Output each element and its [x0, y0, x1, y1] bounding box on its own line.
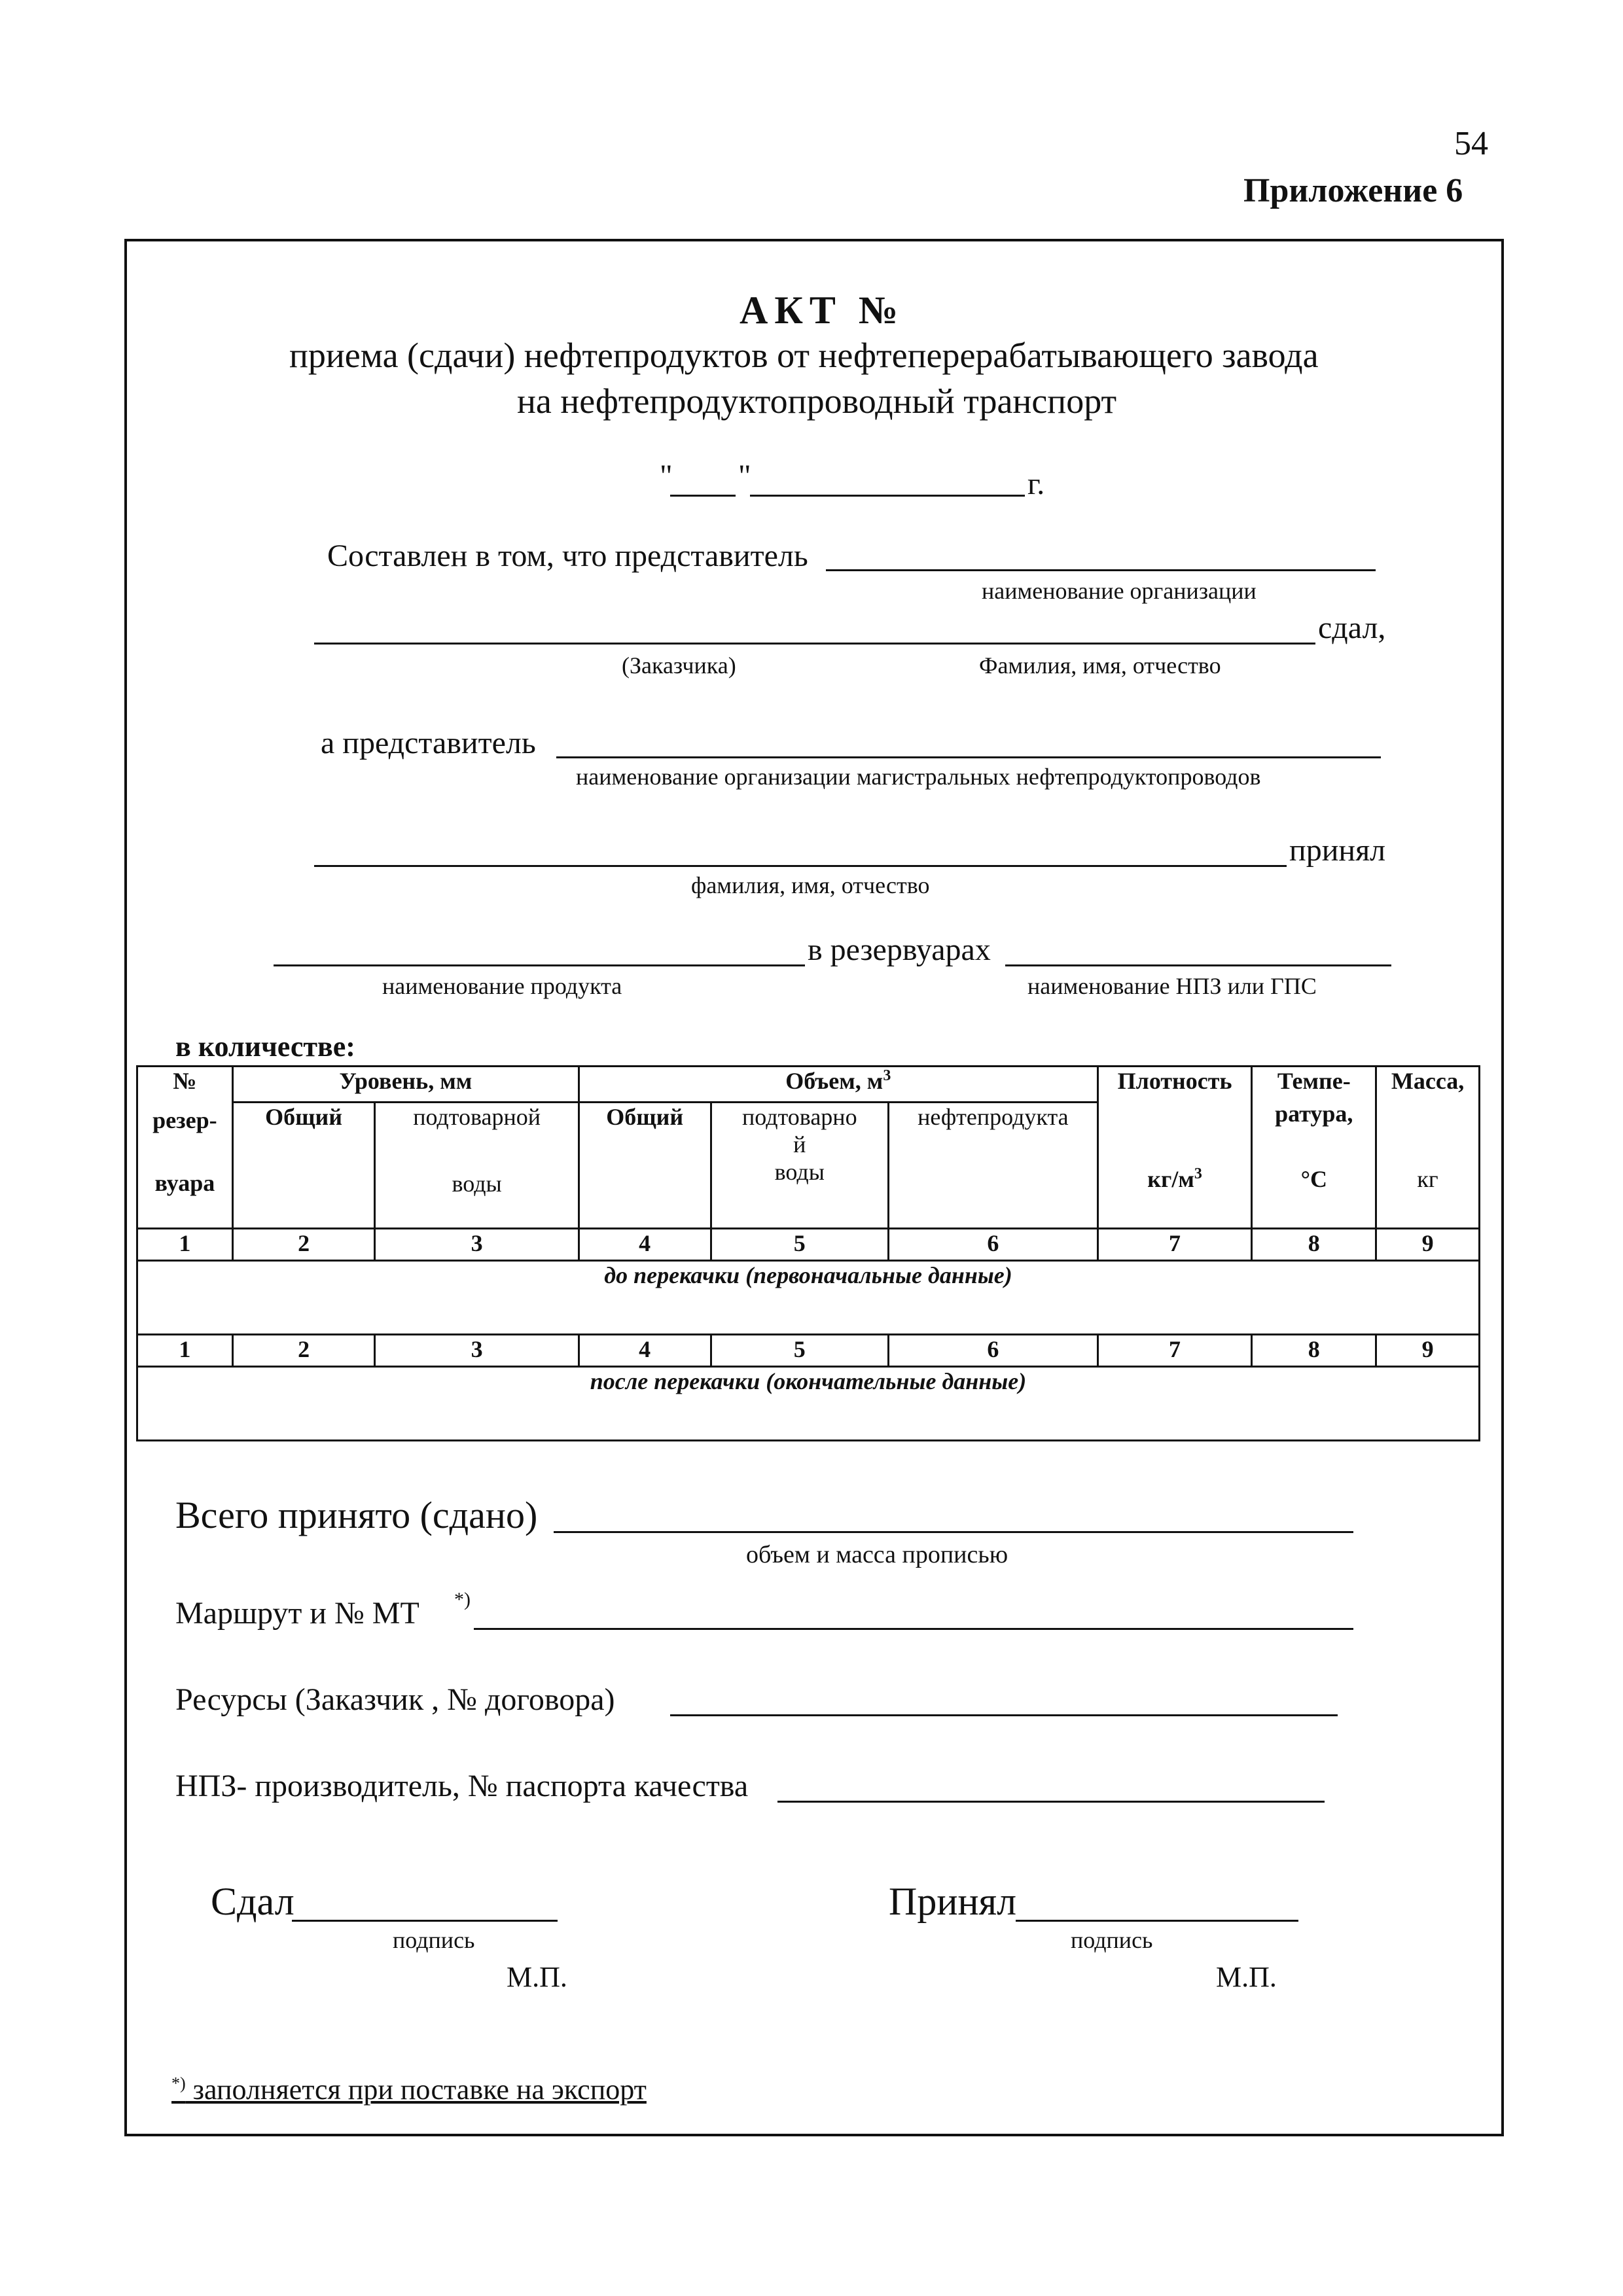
column-number-row-2	[137, 1335, 1480, 1367]
volume-header: Объем, $м^3$	[579, 1067, 1097, 1103]
col-tank-no-subheader: резер- вуара	[137, 1103, 233, 1229]
footnote-text: заполняется при поставке на экспорт	[185, 2074, 647, 2106]
date-month-field[interactable]	[750, 495, 1025, 497]
customer-caption: (Заказчика)	[622, 652, 736, 679]
received-stamp-label: М.П.	[1216, 1961, 1277, 1993]
total-label: Всего принято (сдано)	[175, 1494, 538, 1536]
handed-label: сдал,	[1318, 610, 1386, 645]
col-num-4: 4	[579, 1229, 711, 1261]
refinery-caption: наименование НПЗ или ГПС	[1027, 973, 1317, 999]
gave-signature-caption: подпись	[393, 1927, 475, 1953]
col-num-6: 6	[889, 1335, 1098, 1367]
representative2-label: а представитель	[321, 726, 536, 760]
fio2-caption: фамилия, имя, отчество	[691, 872, 930, 898]
col-num-2: 2	[232, 1229, 375, 1261]
representative-org-field[interactable]	[826, 569, 1376, 571]
gave-label: Сдал	[211, 1880, 294, 1923]
date-quote-open: "	[660, 459, 673, 493]
after-pumping-section: после перекачки (окончательные данные)	[137, 1367, 1480, 1441]
level-water-header: подтоварной воды	[375, 1103, 579, 1229]
resources-field[interactable]	[670, 1714, 1338, 1716]
col-num-4: 4	[579, 1335, 711, 1367]
resources-label: Ресурсы (Заказчик , № договора)	[175, 1682, 615, 1717]
volume-water-header: подтоварно й воды	[711, 1103, 889, 1229]
level-header: Уровень, мм	[232, 1067, 579, 1103]
act-subtitle-line2: на нефтепродуктопроводный транспорт	[517, 381, 1117, 421]
col-num-9: 9	[1376, 1335, 1480, 1367]
received-signature-caption: подпись	[1071, 1927, 1153, 1953]
composed-label: Составлен в том, что представитель	[327, 539, 808, 573]
total-field[interactable]	[554, 1531, 1353, 1533]
col-num-3: 3	[375, 1335, 579, 1367]
org-caption: наименование организации	[982, 578, 1257, 604]
route-field[interactable]	[474, 1628, 1353, 1630]
in-tanks-label: в резервуарах	[808, 932, 991, 967]
column-number-row-1	[137, 1229, 1480, 1261]
before-pumping-section: до перекачки (первоначальные данные)	[137, 1261, 1480, 1335]
pipeline-org-field[interactable]	[556, 756, 1381, 758]
fio-caption: Фамилия, имя, отчество	[979, 652, 1221, 679]
col-num-9: 9	[1376, 1229, 1480, 1261]
temperature-header: Темпе- ратура, °С	[1252, 1067, 1376, 1229]
date-year-suffix: г.	[1027, 467, 1045, 501]
col-num-7: 7	[1097, 1335, 1252, 1367]
col-num-2: 2	[232, 1335, 375, 1367]
col-num-5: 5	[711, 1335, 889, 1367]
col-num-3: 3	[375, 1229, 579, 1261]
route-label: Маршрут и № МТ	[175, 1596, 419, 1631]
route-footnote-mark: *)	[454, 1589, 471, 1610]
density-header: Плотность $кг/м^3$	[1097, 1067, 1252, 1229]
producer-label: НПЗ- производитель, № паспорта качества	[175, 1769, 749, 1803]
footnote	[171, 2073, 647, 2106]
customer-fio-field[interactable]	[314, 643, 1315, 645]
col-tank-no-header: №	[137, 1067, 233, 1103]
col-num-6: 6	[889, 1229, 1098, 1261]
appendix-label: Приложение 6	[1243, 172, 1463, 209]
date-quote-close: "	[738, 459, 751, 493]
col-num-8: 8	[1252, 1335, 1376, 1367]
date-day-field[interactable]	[670, 495, 736, 497]
quantity-label: в количестве:	[175, 1031, 355, 1063]
volume-total-header: Общий	[579, 1103, 711, 1229]
page-number: 54	[1454, 125, 1488, 162]
refinery-field[interactable]	[1005, 964, 1391, 966]
product-name-field[interactable]	[274, 964, 805, 966]
accepted-label: принял	[1289, 833, 1386, 868]
gave-signature-field[interactable]	[292, 1920, 558, 1922]
col-num-8: 8	[1252, 1229, 1376, 1261]
total-caption: объем и масса прописью	[746, 1541, 1008, 1568]
pipeline-org-caption: наименование организации магистральных нефтепродуктопроводов	[576, 764, 1261, 790]
level-total-header: Общий	[232, 1103, 375, 1229]
col-num-5: 5	[711, 1229, 889, 1261]
col-num-1: 1	[137, 1335, 233, 1367]
col-num-1: 1	[137, 1229, 233, 1261]
received-label: Принял	[889, 1880, 1017, 1923]
col-num-7: 7	[1097, 1229, 1252, 1261]
product-caption: наименование продукта	[382, 973, 622, 999]
volume-product-header: нефтепродукта	[889, 1103, 1098, 1229]
received-signature-field[interactable]	[1016, 1920, 1298, 1922]
act-subtitle-line1: приема (сдачи) нефтепродуктов от нефтеперерабатывающего завода	[289, 336, 1319, 375]
footnote-mark: *)	[171, 2074, 186, 2093]
receiver-fio-field[interactable]	[314, 865, 1287, 867]
gave-stamp-label: М.П.	[507, 1961, 567, 1993]
measurement-table	[136, 1065, 1480, 1441]
mass-header: Масса, кг	[1376, 1067, 1480, 1229]
act-title: АКТ №	[740, 289, 905, 332]
producer-field[interactable]	[777, 1801, 1325, 1803]
